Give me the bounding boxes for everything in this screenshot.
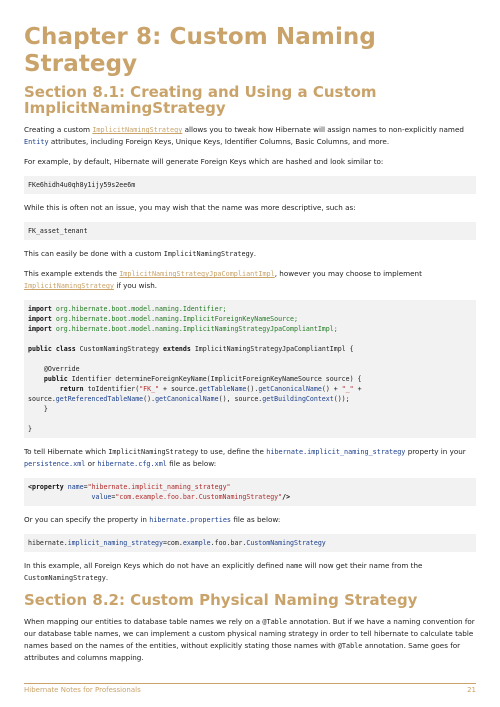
keyword: import <box>28 315 52 323</box>
code: (). <box>246 385 259 393</box>
text: attributes, including Foreign Keys, Unique Keys, Identifier Columns, Basic Columns, and more. <box>48 137 390 146</box>
text: This can easily be done with a custom <box>24 249 164 258</box>
method-call: getCanonicalName <box>258 385 322 393</box>
custom-strategy-paragraph <box>24 248 476 260</box>
text: Creating a custom <box>24 125 93 134</box>
inline-code: ImplicitNamingStrategy <box>108 448 199 456</box>
text: if you wish. <box>114 281 158 290</box>
keyword: public <box>28 345 52 353</box>
string: "com.example.foo.bar.CustomNamingStrategy" <box>115 493 283 501</box>
entity-code: Entity <box>24 138 49 146</box>
code: ()); <box>333 395 350 403</box>
code: CustomNamingStrategy <box>246 539 326 547</box>
code: hibernate. <box>28 539 68 547</box>
method-call: getTableName <box>198 385 247 393</box>
method-call: getReferencedTableName <box>55 395 144 403</box>
properties-code-block <box>24 534 476 552</box>
persistence-xml-code: persistence.xml <box>24 460 86 468</box>
property-name-code: hibernate.implicit_naming_strategy <box>266 448 406 456</box>
code: implicit_naming_strategy <box>67 539 163 547</box>
text: will now get their name from the <box>302 561 423 570</box>
extends-paragraph <box>24 268 476 292</box>
text: . <box>253 249 257 258</box>
inline-code: @Table <box>337 642 363 650</box>
properties-file-code: hibernate.properties <box>149 516 232 524</box>
method-signature: Identifier determineForeignKeyName(ImplicitForeignKeyNameSource source) { <box>71 375 362 383</box>
keyword: extends <box>163 345 191 353</box>
section-8-1-title: Section 8.1: Creating and Using a Custom ImplicitNamingStrategy <box>24 83 377 117</box>
hashed-fk-code-block: FKe6hidh4u0qh8y1ijy59s2ee6m <box>24 176 476 194</box>
hibernate-cfg-code: hibernate.cfg.xml <box>97 460 167 468</box>
code: toIdentifier( <box>87 385 140 393</box>
code: .foo.bar. <box>210 539 247 547</box>
inline-code: @Table <box>262 618 287 626</box>
method-call: getBuildingContext <box>262 395 334 403</box>
code: (). <box>143 395 156 403</box>
text: . <box>105 573 109 582</box>
method-call: getCanonicalName <box>155 395 219 403</box>
keyword: import <box>28 325 52 333</box>
text: to use, define the <box>198 447 267 456</box>
brace: } <box>28 425 32 433</box>
text: To tell Hibernate which <box>24 447 109 456</box>
code: = <box>83 483 88 491</box>
java-code-block <box>24 300 476 438</box>
footer-book-title: Hibernate Notes for Professionals <box>24 686 141 694</box>
xml-attr: value <box>91 493 112 501</box>
text: This example extends the <box>24 269 120 278</box>
xml-attr: name <box>67 483 84 491</box>
code: () + <box>321 385 342 393</box>
descriptive-paragraph: While this is often not an issue, you may wish that the name was more descriptive, such as: <box>24 203 356 212</box>
code: + source. <box>159 385 199 393</box>
import-path: org.hibernate.boot.model.naming.ImplicitForeignKeyNameSource; <box>55 315 298 323</box>
jpa-compliant-impl-link[interactable]: ImplicitNamingStrategyJpaCompliantImpl <box>119 270 275 278</box>
annotation: @Override <box>43 365 80 373</box>
brace: } <box>43 405 48 413</box>
string: "hibernate.implicit_naming_strategy" <box>87 483 231 491</box>
code: + <box>353 385 362 393</box>
physical-naming-paragraph <box>24 616 476 664</box>
code: =com. <box>162 539 183 547</box>
inline-code: ImplicitNamingStrategy <box>163 250 254 258</box>
keyword: public <box>43 375 68 383</box>
text: allows you to tweak how Hibernate will assign names to non-explicitly named <box>182 125 464 134</box>
chapter-title: Chapter 8: Custom Naming Strategy <box>24 24 376 77</box>
brace: { <box>349 345 354 353</box>
footer-page-number: 21 <box>467 686 476 694</box>
keyword: import <box>28 305 52 313</box>
code: (), source. <box>218 395 263 403</box>
intro-paragraph <box>24 124 476 148</box>
import-path: org.hibernate.boot.model.naming.ImplicitNamingStrategyJpaCompliantImpl; <box>55 325 338 333</box>
text: or <box>85 459 98 468</box>
inline-code: CustomNamingStrategy <box>24 574 106 582</box>
class-name: CustomNamingStrategy <box>79 345 160 353</box>
xml-code-block <box>24 478 476 506</box>
define-property-paragraph <box>24 446 476 470</box>
string: "FK_" <box>139 385 160 393</box>
page-footer <box>24 683 476 694</box>
string: "_" <box>341 385 354 393</box>
import-path: org.hibernate.boot.model.naming.Identifier; <box>55 305 227 313</box>
implicit-naming-strategy-link[interactable]: ImplicitNamingStrategy <box>92 126 183 134</box>
text: file as below: <box>231 515 281 524</box>
xml-tag: /> <box>282 493 291 501</box>
inline-code: name <box>285 562 303 570</box>
text: property in your <box>405 447 466 456</box>
text: annotation. But if we have a naming convention for our database table names, we can implement a custom physical naming strategy in order to tell hibernate to calculate table names based on the names of the entities, without explicitly stating those names with <box>24 617 475 650</box>
super-class-name: ImplicitNamingStrategyJpaCompliantImpl <box>194 345 346 353</box>
text: annotation. Same goes for attributes and columns mapping. <box>24 641 461 662</box>
code: = <box>111 493 116 501</box>
code: example <box>182 539 211 547</box>
xml-tag: <property <box>28 483 64 491</box>
text: file as below: <box>166 459 217 468</box>
default-fk-paragraph: For example, by default, Hibernate will generate Foreign Keys which are hashed and look similar to: <box>24 157 384 166</box>
result-paragraph <box>24 560 476 584</box>
keyword: class <box>55 345 76 353</box>
text: In this example, all Foreign Keys which do not have an explicitly defined <box>24 561 286 570</box>
implicit-naming-strategy-link-2[interactable]: ImplicitNamingStrategy <box>24 282 115 290</box>
text: , however you may choose to implement <box>274 269 422 278</box>
text: When mapping our entities to database table names we rely on a <box>24 617 263 626</box>
text: Or you can specify the property in <box>24 515 150 524</box>
section-8-2-title: Section 8.2: Custom Physical Naming Strategy <box>24 591 418 609</box>
properties-file-paragraph <box>24 514 476 526</box>
keyword: return <box>59 385 84 393</box>
code: source. <box>28 395 56 403</box>
descriptive-fk-code-block: FK_asset_tenant <box>24 222 476 240</box>
